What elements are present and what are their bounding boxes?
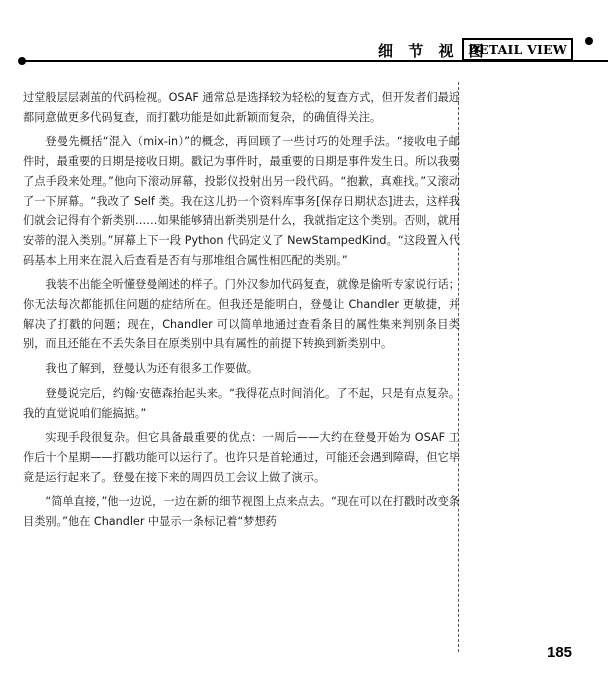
paragraph-7: “简单直接，”他一边说，一边在新的细节视图上点来点去。“现在可以在打戳时改变条目类别。”他在 Chandler 中显示一条标记着“梦想药 xyxy=(23,495,460,529)
paragraph-6: 实现手段很复杂。但它具备最重要的优点：一周后——大约在登曼开始为 OSAF 工作后十个星期——打戳功能可以运行了。也许只是首轮通过，可能还会遇到障碍，但它毕竟是运行起来了。登曼在接下来的周四员工会议上做了演示。 xyxy=(23,431,460,484)
running-header-chinese: 细 节 视 图 xyxy=(378,42,489,60)
body-text xyxy=(23,88,460,537)
paragraph-4: 我也了解到，登曼认为还有很多工作要做。 xyxy=(45,362,258,376)
running-header-english-box: DETAIL VIEW xyxy=(462,38,573,61)
header-rule-dot-right xyxy=(585,37,593,45)
paragraph-2: 登曼先概括“混入（mix-in）”的概念，再回顾了一些讨巧的处理手法。“接收电子邮件时，最重要的日期是接收日期。戳记为事件时，最重要的日期是事件发生日。所以我要了点手段来处理。”他向下滚动屏幕，投影仪投射出另一段代码。“抱歉，真难找。”又滚动了一下屏幕。“我改了 Self 类。我在这儿扔一个资料库事务[保存日期状态]进去，这样我们就会记得有个新类别……如果能够猜出新类别是什么，我就指定这个类别。否则，就用安蒂的混入类别。”屏幕上下一段 Python 代码定义了 NewStampedKind。“这段置入代码基本上用来在混入后查看是否有与那堆组合属性相匹配的类别。” xyxy=(23,135,460,267)
paragraph-5: 登曼说完后，约翰·安德森抬起头来。“我得花点时间消化。了不起，只是有点复杂。我的直觉说咱们能搞掂。” xyxy=(23,386,460,420)
paragraph-1: 过堂般层层剥茧的代码检视。OSAF 通常总是选择较为轻松的复查方式，但开发者们最近都同意做更多代码复查，而打戳功能是如此新颖而复杂，的确值得关注。 xyxy=(23,91,460,124)
paragraph-3: 我装不出能全听懂登曼阐述的样子。门外汉参加代码复查，就像是偷听专家说行话；你无法每次都能抓住问题的症结所在。但我还是能明白，登曼让 Chandler 更敏捷，并解决了打戳的问题；现在，Chandler 可以简单地通过查看条目的属性集来判别条目类别，而且还能在不丢失条目在原类别中具有属性的前提下转换到新类别中。 xyxy=(23,278,460,351)
page-number: 185 xyxy=(547,644,573,661)
